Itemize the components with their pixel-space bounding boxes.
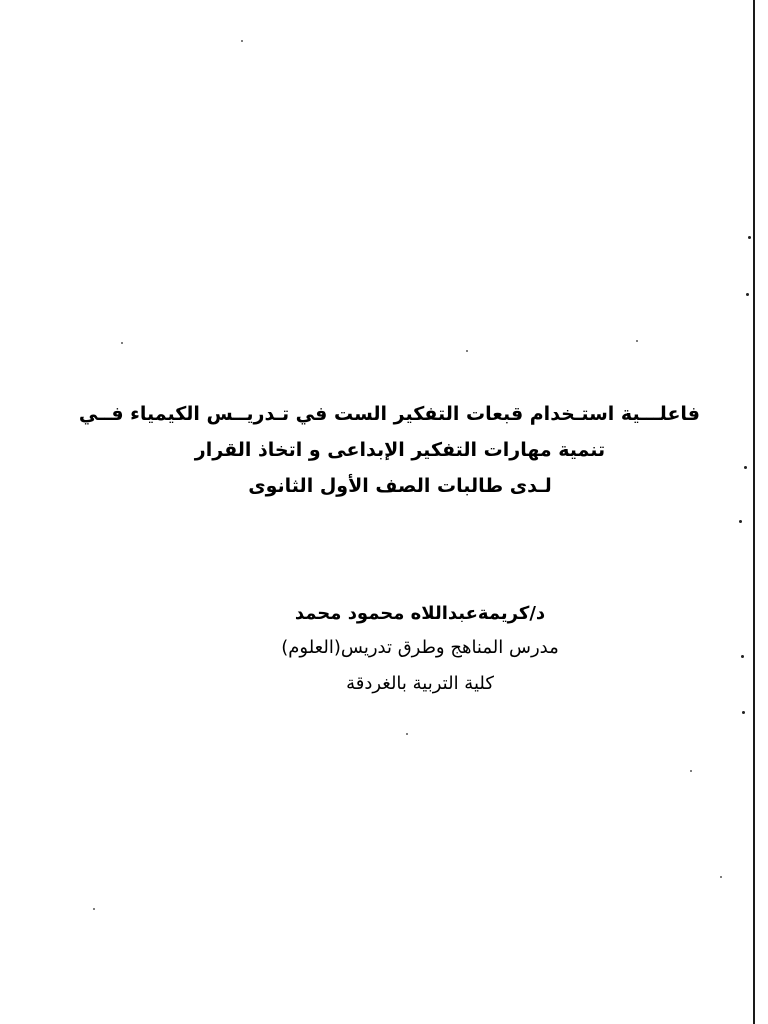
scan-speck bbox=[406, 733, 408, 735]
title-line-2: تنمية مهارات التفكير الإبداعى و اتخاذ القرار bbox=[194, 439, 606, 461]
scan-speck bbox=[741, 655, 744, 658]
scan-speck bbox=[744, 466, 747, 469]
author-name: د/كريمةعبداللاه محمود محمد bbox=[294, 603, 546, 624]
scan-edge-line bbox=[753, 0, 755, 1024]
scan-speck bbox=[466, 350, 468, 352]
scan-speck bbox=[690, 770, 692, 772]
document-title bbox=[78, 396, 700, 504]
scan-speck bbox=[636, 340, 638, 342]
title-line-1: فاعلـــية استـخدام قبعات التفكير الست في تـدريــس الكيمياء فــي bbox=[78, 403, 700, 425]
author-institution: كلية التربية بالغردقة bbox=[346, 673, 494, 694]
scan-speck bbox=[742, 711, 745, 714]
scan-speck bbox=[241, 40, 243, 42]
scan-speck bbox=[739, 520, 742, 523]
author-info bbox=[150, 598, 690, 702]
scan-speck bbox=[121, 342, 123, 344]
scan-speck bbox=[720, 876, 722, 878]
scan-speck bbox=[746, 293, 749, 296]
scan-speck bbox=[748, 236, 751, 239]
title-line-3: لـدى طالبات الصف الأول الثانوى bbox=[248, 475, 552, 497]
scan-speck bbox=[93, 908, 95, 910]
author-position: مدرس المناهج وطرق تدريس(العلوم) bbox=[281, 637, 559, 658]
